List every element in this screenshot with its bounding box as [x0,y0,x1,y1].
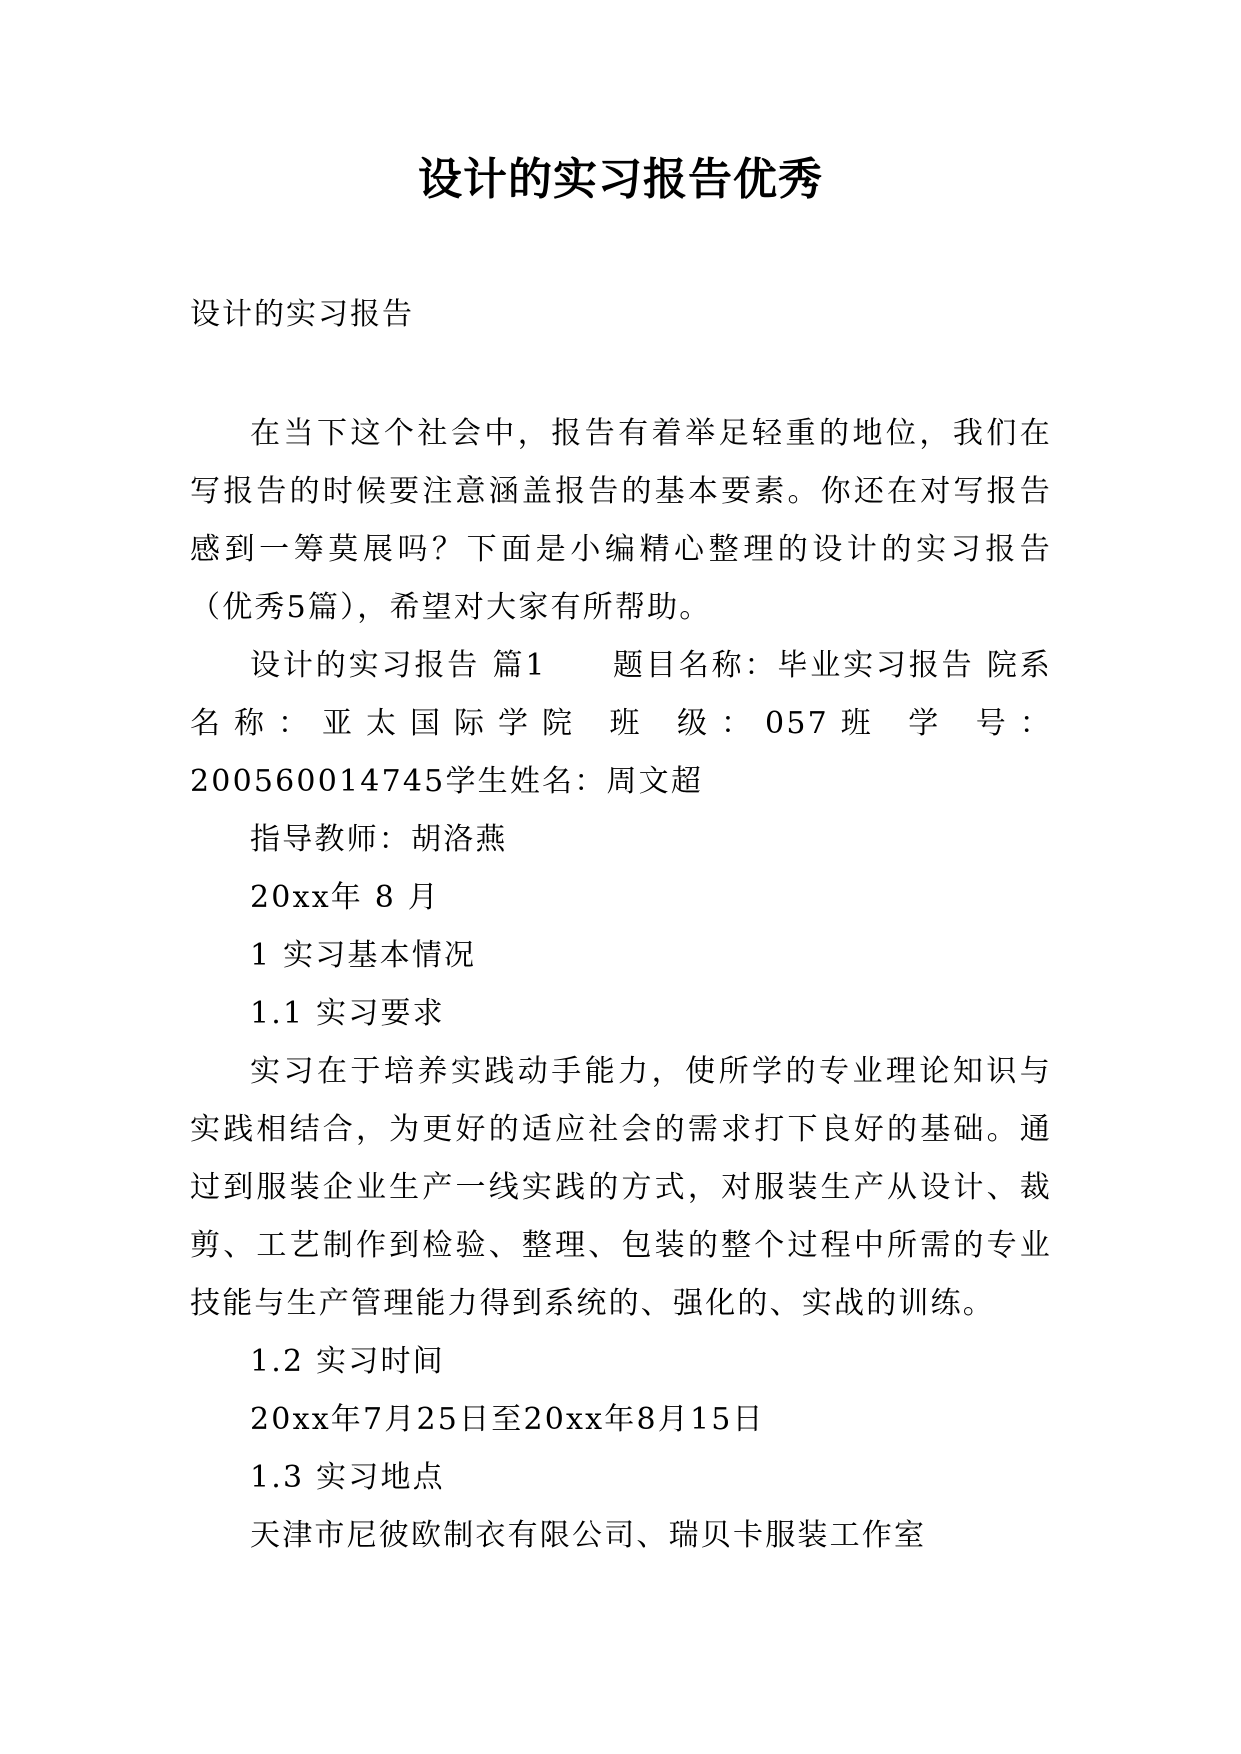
section-heading-1-1: 1.1 实习要求 [250,996,445,1031]
document-body [190,405,1052,1565]
section-heading-1-2: 1.2 实习时间 [250,1344,445,1379]
section-heading-1: 1 实习基本情况 [250,938,477,973]
paragraph-period: 20xx年7月25日至20xx年8月15日 [250,1402,765,1437]
document-subtitle: 设计的实习报告 [190,297,414,332]
paragraph-header-info: 设计的实习报告 篇1 题目名称：毕业实习报告 院系名称：亚太国际学院 班 级：057班 学 号：200560014745学生姓名：周文超 [190,648,1052,799]
paragraph-advisor: 指导教师：胡洛燕 [250,822,508,857]
document-title: 设计的实习报告优秀 [418,154,823,205]
paragraph-date: 20xx年 8 月 [250,880,440,915]
paragraph-requirements: 实习在于培养实践动手能力，使所学的专业理论知识与实践相结合，为更好的适应社会的需求打下良好的基础。通过到服装企业生产一线实践的方式，对服装生产从设计、裁剪、工艺制作到检验、整理、包装的整个过程中所需的专业技能与生产管理能力得到系统的、强化的、实战的训练。 [190,1054,1052,1321]
paragraph-intro: 在当下这个社会中，报告有着举足轻重的地位，我们在写报告的时候要注意涵盖报告的基本要素。你还在对写报告感到一筹莫展吗？下面是小编精心整理的设计的实习报告（优秀5篇），希望对大家有所帮助。 [190,416,1052,625]
paragraph-location: 天津市尼彼欧制衣有限公司、瑞贝卡服装工作室 [250,1518,927,1553]
section-heading-1-3: 1.3 实习地点 [250,1460,445,1495]
